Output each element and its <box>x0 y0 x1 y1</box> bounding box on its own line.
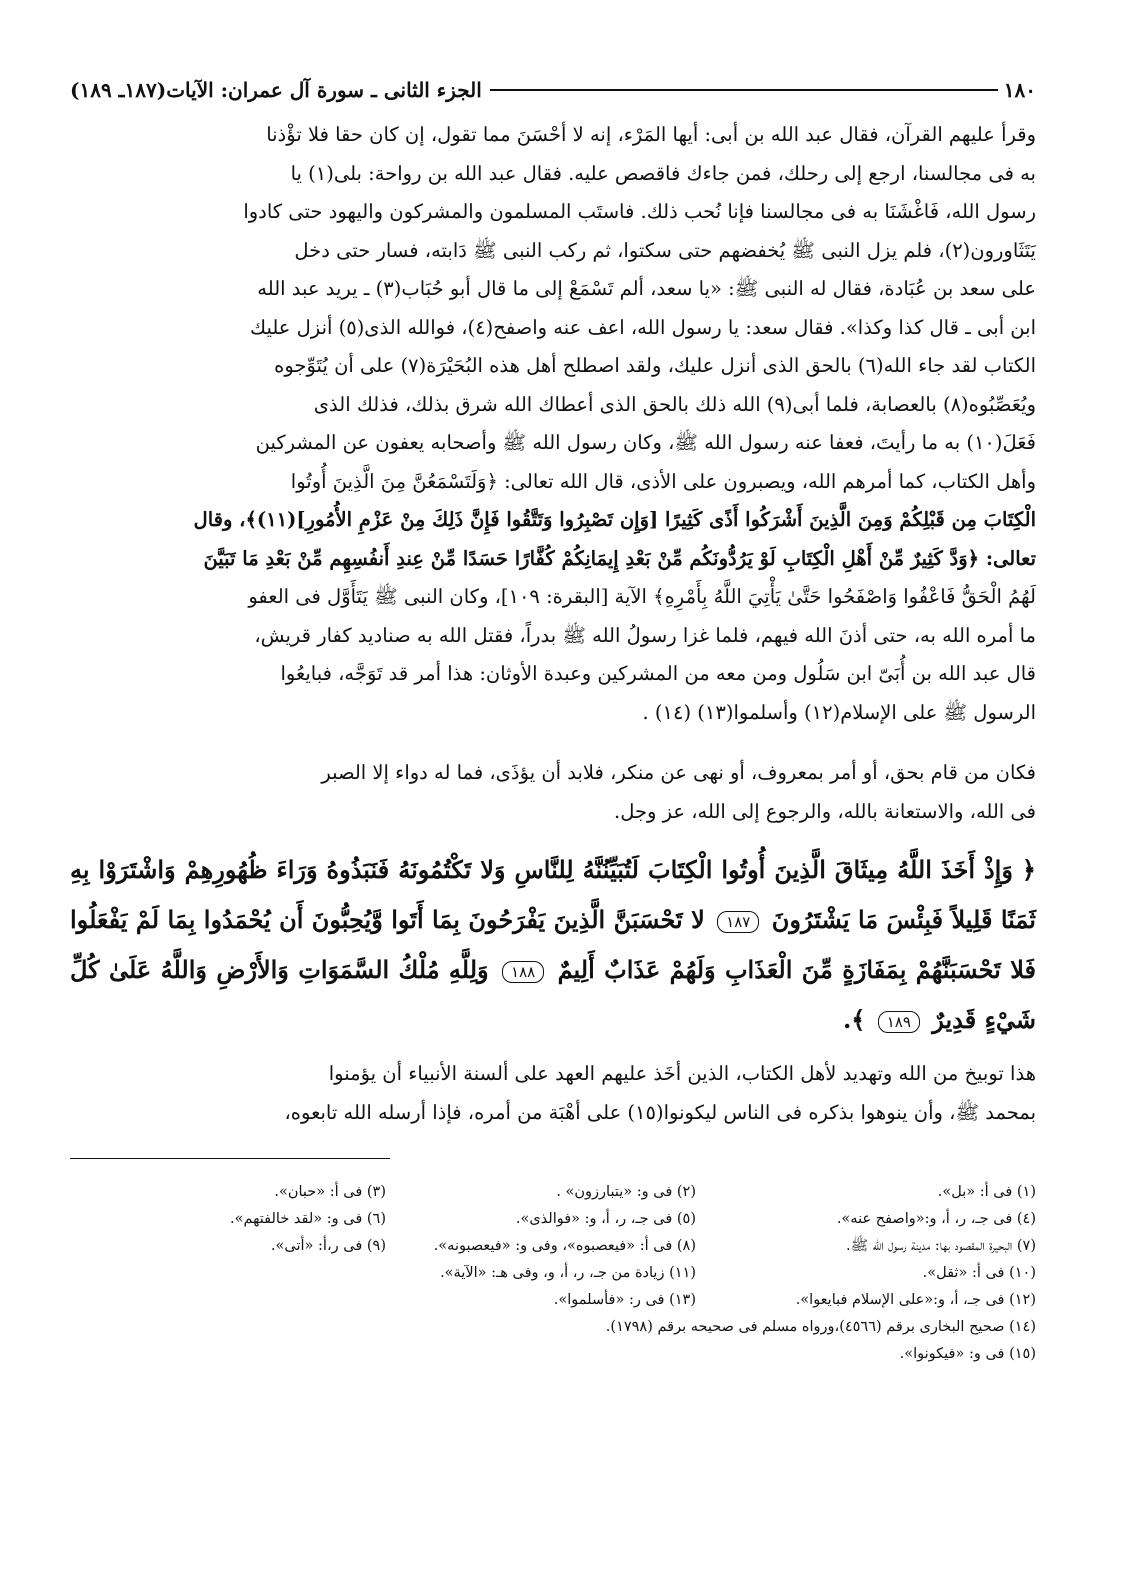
text-line: فى الله، والاستعانة بالله، والرجوع إلى الله، عز وجل. <box>614 799 1036 823</box>
paragraph-1 <box>70 116 1036 732</box>
text-line: الْكِتَابَ مِن قَبْلِكُمْ وَمِنَ الَّذِينَ أَشْرَكُوا أَذًى كَثِيرًا [وَإِن تَصْبِرُوا وَتَتَّقُوا فَإِنَّ ذَلِكَ مِنْ عَزْمِ الأُمُورِ](١١)﴾، وقال <box>193 508 1036 531</box>
footnotes <box>70 1179 1036 1368</box>
text-line: به فى مجالسنا، ارجع إلى رحلك، فمن جاءك فاقصص عليه. فقال عبد الله بن رواحة: بلى(١) يا <box>290 161 1036 185</box>
footnote: (٥) فى جـ، ر، أ، و: «فوالذى». <box>515 1211 696 1227</box>
text-line: قال عبد الله بن أُبَىّ ابن سَلُول ومن معه من المشركين وعبدة الأوثان: هذا أمر قد تَوَجَّه، فبايعُوا <box>280 662 1036 685</box>
paragraph-3 <box>70 1055 1036 1132</box>
footnote-row <box>70 1179 1036 1206</box>
footnote: (١٢) فى جـ، أ، و:«على الإسلام فبايعوا». <box>795 1292 1036 1308</box>
footnote: (١٠) فى أ: «ثقل». <box>922 1265 1036 1281</box>
page-number: ١٨٠ <box>1003 78 1036 102</box>
footnote-separator <box>70 1158 390 1159</box>
running-header <box>70 70 1036 110</box>
text-line: وقرأ عليهم القرآن، فقال عبد الله بن أبى: أيها المَرْء، إنه لا أحْسَنَ مما تقول، إن كان حقا فلا تؤْذنا <box>266 123 1036 146</box>
footnote: (٩) فى ر،أ: «أتى». <box>270 1238 386 1254</box>
spacer <box>70 732 1036 754</box>
text-line: ما أمره الله به، حتى أذنَ الله فيهم، فلما غزا رسولُ الله ﷺ بدراً، فقتل الله به صناديد كفار قريش، <box>254 623 1036 647</box>
text-line: وأهل الكتاب، كما أمرهم الله، ويصبرون على الأذى، قال الله تعالى: ﴿وَلَتَسْمَعُنَّ مِنَ الَّذِينَ أُوتُوا <box>290 469 1036 493</box>
verse-text-188: لا تَحْسَبَنَّ الَّذِينَ يَفْرَحُونَ بِمَا أَتَوا وَّيُحِبُّونَ أَن يُحْمَدُوا بِمَا لَمْ يَفْعَلُوا فَلا تَحْسَبَنَّهُمْ بِمَفَازَةٍ مِّنَ الْعَذَابِ وَلَهُمْ عَذَابٌ أَلِيمٌ <box>70 905 1037 984</box>
text-line: الكتاب لقد جاء الله(٦) بالحق الذى أنزل عليك، ولقد اصطلح أهل هذه البُحَيْرَة(٧) على أن يُتَوِّجوه <box>274 354 1036 377</box>
paragraph-2 <box>70 754 1036 831</box>
verse-close-bracket: ﴾. <box>842 1005 866 1034</box>
text-line: لَهُمُ الْحَقُّ فَاعْفُوا وَاصْفَحُوا حَتَّىٰ يَأْتِيَ اللَّهُ بِأَمْرِهِ﴾ الآية [البقرة: ١٠٩]، وكان النبى ﷺ يَتَأَوَّل فى العفو <box>248 585 1036 608</box>
footnote: (١١) زيادة من جـ، ر، أ، و، وفى هـ: «الآية». <box>440 1265 696 1281</box>
footnote: (٦) فى و: «لقد خالفتهم». <box>229 1211 386 1227</box>
footnote: (٢) فى و: «يتبارزون» . <box>556 1184 696 1200</box>
text-line: على سعد بن عُبَادة، فقال له النبى ﷺ: «يا سعد، ألم تَسْمَعْ إلى ما قال أبو حُبَاب(٣) ـ يريد عبد الله <box>257 277 1036 300</box>
footnote-row <box>70 1206 1036 1233</box>
header-title: الجزء الثانى ـ سورة آل عمران: الآيات(١٨٧ـ ١٨٩) <box>70 78 482 102</box>
verse-number-188: ١٨٨ <box>502 961 544 983</box>
footnote: (١) فى أ: «بل». <box>937 1184 1036 1200</box>
footnote-row <box>70 1260 1036 1287</box>
verse-text-187: ﴿ وَإِذْ أَخَذَ اللَّهُ مِيثَاقَ الَّذِينَ أُوتُوا الْكِتَابَ لَتُبَيِّنُنَّهُ لِلنَّاسِ وَلا تَكْتُمُونَهُ فَنَبَذُوهُ وَرَاءَ ظُهُورِهِمْ وَاشْتَرَوْا بِهِ ثَمَنًا قَلِيلاً فَبِئْسَ مَا يَشْتَرُونَ <box>70 855 1036 934</box>
footnote: (١٣) فى ر: «فأسلموا». <box>553 1292 696 1308</box>
footnote: (١٤) صحيح البخارى برقم (٤٥٦٦)،ورواه مسلم فى صحيحه برقم (١٧٩٨). <box>605 1319 1036 1335</box>
text-line: ويُعَصِّبُوه(٨) بالعصابة، فلما أبى(٩) الله ذلك بالحق الذى أعطاك الله شرق بذلك، فذلك الذى <box>313 392 1036 416</box>
verse-text-189: وَلِلَّهِ مُلْكُ السَّمَوَاتِ وَالأَرْضِ وَاللَّهُ عَلَىٰ كُلِّ شَيْءٍ قَدِيرٌ <box>70 955 1036 1034</box>
footnote-row <box>70 1287 1036 1314</box>
footnote-row <box>70 1233 1036 1260</box>
footnote: (٤) فى جـ، ر، أ، و:«واصفح عنه». <box>836 1211 1036 1227</box>
verse-number-189: ١٨٩ <box>878 1011 920 1033</box>
text-line: رسول الله، فَاغْشَنَا به فى مجالسنا فإنا نُحب ذلك. فاستَب المسلمون والمشركون واليهود حتى كادوا <box>243 200 1036 223</box>
footnote: (١٥) فى و: «فيكونوا». <box>899 1346 1036 1362</box>
header-rule <box>490 89 998 91</box>
text-line: هذا توبيخ من الله وتهديد لأهل الكتاب، الذين أخَذ عليهم العهد على ألسنة الأنبياء أن يؤمنوا <box>328 1062 1036 1085</box>
text-line: فكان من قام بحق، أو أمر بمعروف، أو نهى عن منكر، فلابد أن يؤذَى، فما له دواء إلا الصبر <box>321 761 1036 784</box>
footnote: (٣) فى أ: «حبان». <box>274 1184 386 1200</box>
text-line: فَعَلَ(١٠) به ما رأيتَ، فعفا عنه رسول الله ﷺ، وكان رسول الله ﷺ وأصحابه يعفون عن المشركين <box>255 431 1036 454</box>
quran-verse-block <box>70 845 1036 1045</box>
text-line: ابن أبى ـ قال كذا وكذا». فقال سعد: يا رسول الله، اعف عنه واصفح(٤)، فوالله الذى(٥) أنزل عليك <box>250 315 1036 339</box>
footnote: (٨) فى أ: «فيعصبوه»، وفى و: «فيعصبونه». <box>433 1238 696 1254</box>
text-line: يَتَثَاورون(٢)، فلم يزل النبى ﷺ يُخفضهم حتى سكتوا، ثم ركب النبى ﷺ دَابته، فسار حتى دخل <box>294 238 1036 262</box>
text-line: تعالى: ﴿وَدَّ كَثِيرٌ مِّنْ أَهْلِ الْكِتَابِ لَوْ يَرُدُّونَكُم مِّنْ بَعْدِ إِيمَانِكُمْ كُفَّارًا حَسَدًا مِّنْ عِندِ أَنفُسِهِم مِّنْ بَعْدِ مَا تَبَيَّنَ <box>203 546 1036 570</box>
text-line: الرسول ﷺ على الإسلام(١٢) وأسلموا(١٣) (١٤) . <box>642 700 1036 724</box>
footnote: (٧) البحيرة المقصود بها: مدينة رسول الله ﷺ. <box>846 1238 1036 1254</box>
text-line: بمحمد ﷺ، وأن ينوهوا بذكره فى الناس ليكونوا(١٥) على أهْبَة من أمره، فإذا أرسله الله تابعوه، <box>284 1100 1036 1124</box>
verse-number-187: ١٨٧ <box>717 911 759 933</box>
